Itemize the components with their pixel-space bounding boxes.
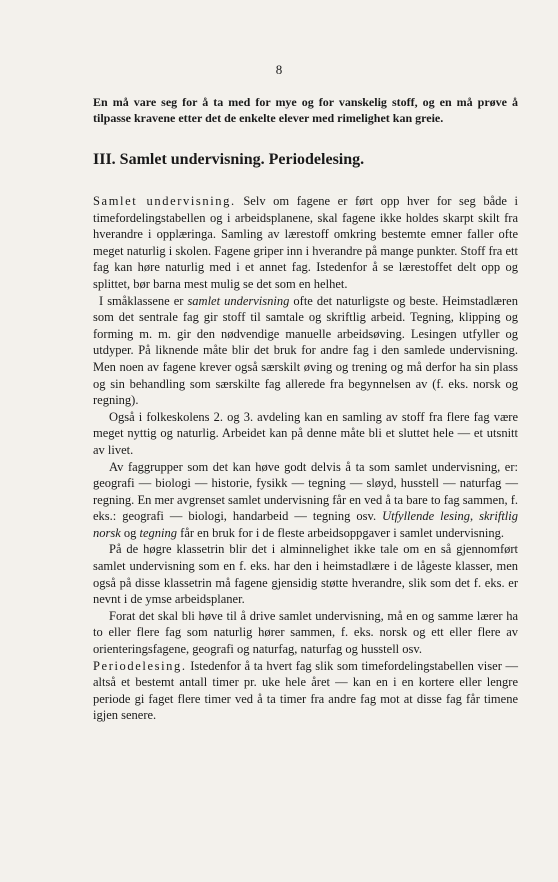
emphasis: tegning — [139, 525, 178, 540]
paragraph-lead: Periodelesing. — [93, 658, 187, 673]
paragraph-text: Selv om fagene er ført opp hver for seg både i timefordelingstabellen og i arbeidsplanene, skal fagene ikke holdes skarpt skilt fra hverandre i opplæringa. Samling av lærestoff omkring bestemte emner faller ofte meget naturlig i skolen. Fagene griper inn i hverandre på mange punkter. Stoff fra ett fag kan høre naturlig med i et annet fag. Istedenfor å se lærestoffet delt opp og splittet, bør barna mest mulig se det som en helhet. — [93, 194, 518, 291]
paragraph-text: , — [469, 509, 480, 524]
emphasis: Utfyllende lesing — [382, 509, 470, 524]
paragraph-samlet-undervisning — [93, 193, 518, 293]
emphasis: skriftlig norsk — [93, 509, 519, 540]
paragraph-lead: Samlet undervisning. — [93, 194, 236, 208]
paragraph-text: får en bruk for i de fleste arbeidsoppgaver i samlet undervisning. — [177, 525, 505, 540]
section-heading: III. Samlet undervisning. Periodelesing. — [93, 151, 365, 168]
paragraph-periodelesing — [93, 658, 518, 724]
paragraph-folkeskolens: Også i folkeskolens 2. og 3. avdeling kan en samling av stoff fra flere fag være meget nyttig og naturlig. Arbeidet kan på denne måte bli et sluttet hele — et utsnitt av livet. — [93, 409, 518, 457]
paragraph-text: Istedenfor å ta hvert fag slik som timefordelingstabellen viser — altså et bestemt antall timer pr. uke hele året — kan en i en kortere eller lengre periode gi faget flere timer ved å ta timer fra andre fag mot at disse fag får timene igjen senere. — [93, 658, 518, 723]
paragraph-text: Av faggrupper som det kan høve godt delvis å ta som samlet undervisning, er: geografi — biologi — historie, fysikk — tegning — sløyd, husstell — naturfag — regning. En mer avgrenset samlet undervisning får en ved å ta bare to fag sammen, f. eks.: geografi — biologi, handarbeid — tegning osv. — [93, 459, 518, 524]
paragraph-faggrupper — [93, 459, 518, 542]
paragraph-text: og — [120, 525, 140, 540]
paragraph-smaklassene — [93, 293, 518, 409]
paragraph-text: ofte det naturligste og beste. Heimstadlæren som det sentrale fag gir stoff til samtale og skriftlig arbeid. Tegning, klipping og forming m. m. gir den nødvendige manuelle arbeidsøving. Lesingen utfyller og utdyper. På liknende måte blir det bruk for andre fag i den samlede undervisning. Men noen av fagene krever også særskilt øving og trening og må derfor ha sin plass og sin behandling som særskilte fag allerede fra begynnelsen av (f. eks. norsk og regning). — [93, 293, 518, 408]
page-number: 8 — [275, 62, 283, 77]
intro-paragraph: En må vare seg for å ta med for mye og for vanskelig stoff, og en må prøve å tilpasse kravene etter det de enkelte elever med rimelighet kan greie. — [93, 95, 518, 125]
paragraph-forat: Forat det skal bli høve til å drive samlet undervisning, må en og samme lærer ha to eller flere fag som naturlig hører sammen, f. eks. norsk og ett eller flere av orienteringsfagene, geografi og naturfag, naturfag og husstell osv. — [93, 608, 518, 657]
paragraph-text: I småklassene er — [99, 293, 188, 308]
section-body — [93, 193, 518, 724]
emphasis: samlet undervisning — [187, 293, 290, 308]
paragraph-hogre-klassetrin: På de høgre klassetrin blir det i alminnelighet ikke tale om en så gjennomført samlet undervisning som en f. eks. har den i heimstadlære i de lågeste klasser, men også på disse klassetrin må fagene gjensidig støtte hverandre, slik som det f. eks. er nevnt i de ymse arbeidsplaner. — [93, 542, 518, 607]
